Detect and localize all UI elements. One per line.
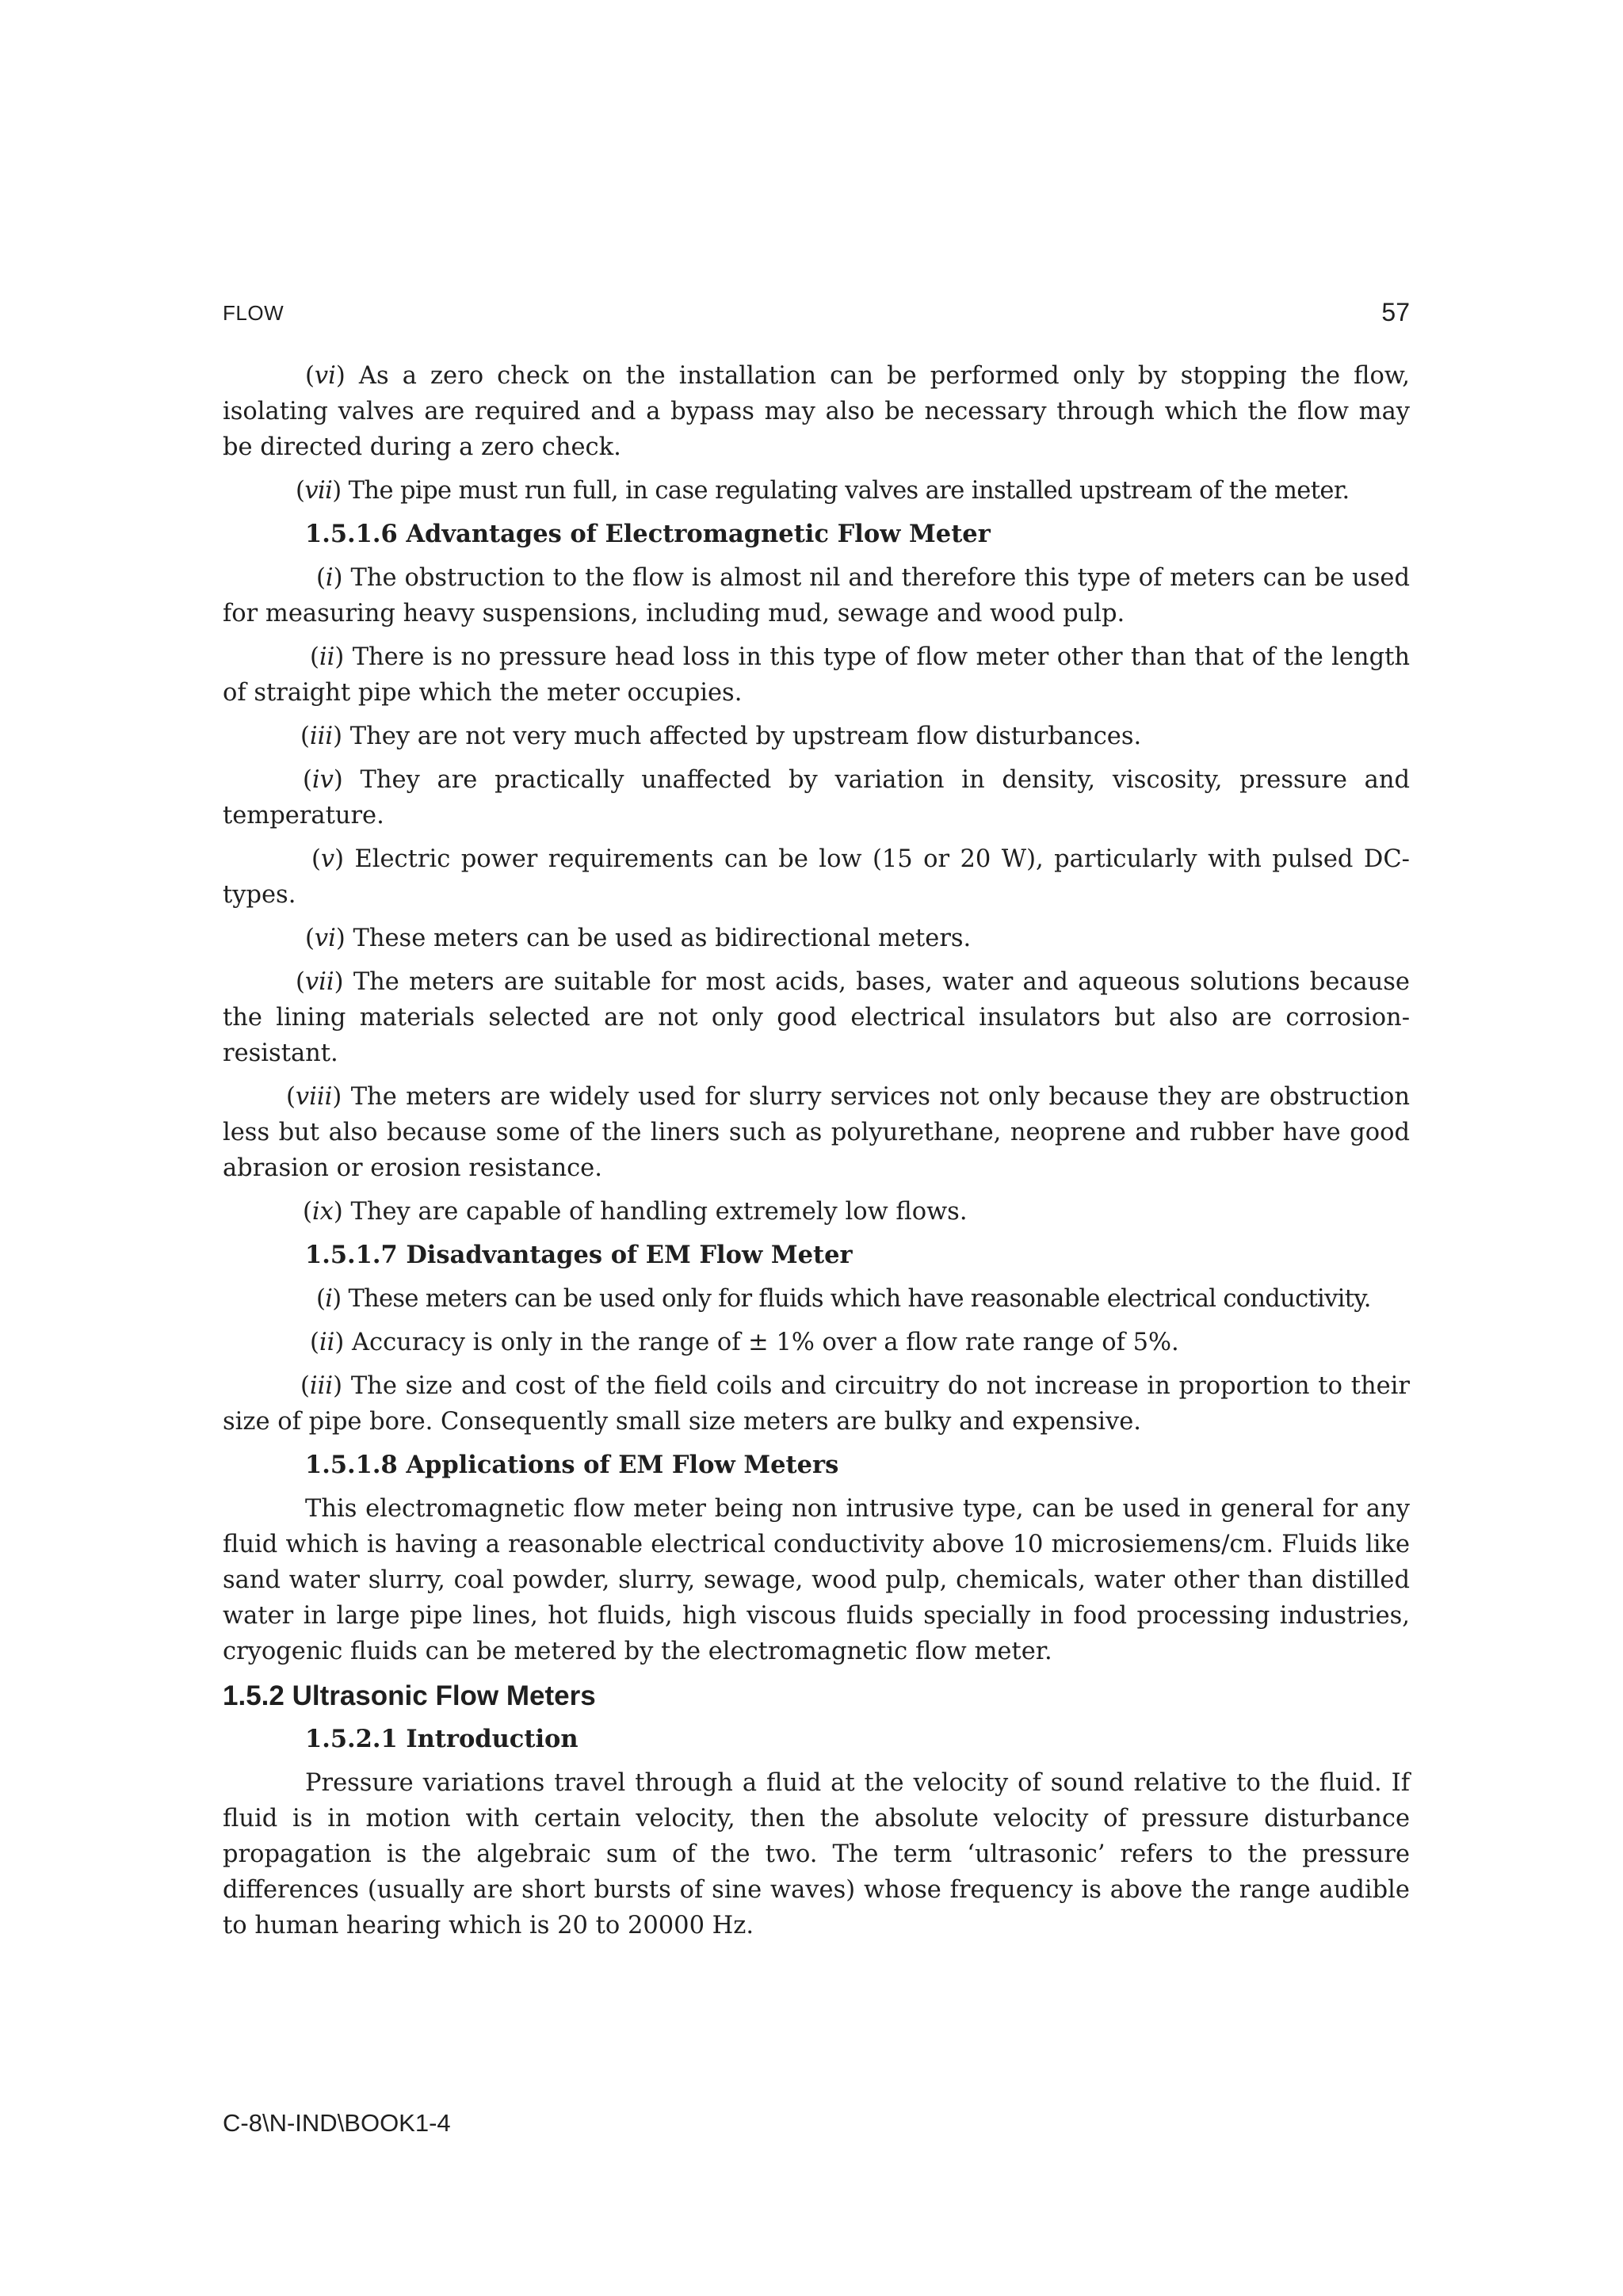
section-heading-advantages: 1.5.1.6 Advantages of Electromagnetic Flow Meter — [305, 520, 991, 548]
section-heading-disadvantages: 1.5.1.7 Disadvantages of EM Flow Meter — [305, 1241, 853, 1269]
item-number: ii — [319, 643, 335, 671]
running-head-title: FLOW — [223, 301, 285, 325]
section-heading-introduction: 1.5.2.1 Introduction — [305, 1725, 579, 1753]
list-item: (viii) The meters are widely used for slurry services not only because they are obstruction less but also because some of the liners such as polyurethane, neoprene and rubber have good abrasion or erosion resistance. — [223, 1083, 1410, 1182]
item-text: The meters are widely used for slurry services not only because they are obstruction less but also because some of the liners such as polyurethane, neoprene and rubber have good abrasion or erosion resistance. — [223, 1083, 1410, 1182]
item-text: The pipe must run full, in case regulating valves are installed upstream of the meter. — [348, 477, 1350, 505]
item-text: They are practically unaffected by variation in density, viscosity, pressure and temperature. — [223, 766, 1410, 830]
item-text: They are not very much affected by upstream flow disturbances. — [349, 723, 1142, 750]
list-item: (ii) Accuracy is only in the range of ± 1% over a flow rate range of 5%. — [310, 1329, 1179, 1356]
running-head — [223, 298, 1410, 330]
item-text: The obstruction to the flow is almost nil and therefore this type of meters can be used for measuring heavy suspensions, including mud, sewage and wood pulp. — [223, 564, 1410, 627]
item-number: i — [325, 1285, 333, 1313]
list-item: (vii) The meters are suitable for most acids, bases, water and aqueous solutions because the lining materials selected are not only good electrical insulators but also are corrosion-resistant. — [223, 968, 1410, 1067]
item-text: As a zero check on the installation can be performed only by stopping the flow, isolating valves are required and a bypass may also be necessary through which the flow may be directed during a zero check. — [223, 362, 1410, 461]
item-number: vi — [314, 362, 336, 390]
item-number: ix — [311, 1198, 334, 1226]
list-item: (ii) There is no pressure head loss in this type of flow meter other than that of the length of straight pipe which the meter occupies. — [223, 643, 1410, 707]
page-footer-code: C-8\N-IND\BOOK1-4 — [223, 2109, 451, 2137]
list-item: (vii) The pipe must run full, in case regulating valves are installed upstream of the meter. — [296, 477, 1350, 505]
list-item: (iii) The size and cost of the field coils and circuitry do not increase in proportion to their size of pipe bore. Consequently small size meters are bulky and expensive. — [223, 1372, 1410, 1436]
section-heading-ultrasonic: 1.5.2 Ultrasonic Flow Meters — [223, 1680, 596, 1711]
list-item: (iv) They are practically unaffected by variation in density, viscosity, pressure and temperature. — [223, 766, 1410, 830]
item-text: These meters can be used as bidirectional meters. — [353, 925, 972, 952]
list-item: (iii) They are not very much affected by upstream flow disturbances. — [300, 723, 1142, 750]
item-number: iv — [311, 766, 334, 794]
item-number: ii — [319, 1329, 335, 1356]
item-number: vii — [304, 968, 334, 996]
list-item: (v) Electric power requirements can be low (15 or 20 W), particularly with pulsed DC-types. — [223, 845, 1410, 909]
item-text: There is no pressure head loss in this type of flow meter other than that of the length of straight pipe which the meter occupies. — [223, 643, 1410, 707]
page-body — [223, 358, 1410, 1951]
item-number: v — [320, 845, 335, 873]
list-item: (i) The obstruction to the flow is almost nil and therefore this type of meters can be used for measuring heavy suspensions, including mud, sewage and wood pulp. — [223, 564, 1410, 627]
item-number: iii — [309, 1372, 334, 1400]
list-item: (i) These meters can be used only for fluids which have reasonable electrical conductivity. — [316, 1285, 1371, 1313]
page-number: 57 — [1381, 298, 1410, 326]
item-number: viii — [295, 1083, 333, 1111]
item-text: The size and cost of the field coils and circuitry do not increase in proportion to their size of pipe bore. Consequently small size meters are bulky and expensive. — [223, 1372, 1410, 1436]
section-heading-applications: 1.5.1.8 Applications of EM Flow Meters — [305, 1451, 839, 1479]
item-number: iii — [309, 723, 334, 750]
item-number: vii — [304, 477, 333, 505]
list-item: (vi) These meters can be used as bidirectional meters. — [305, 925, 972, 952]
item-text: Electric power requirements can be low (15 or 20 W), particularly with pulsed DC-types. — [223, 845, 1410, 909]
introduction-paragraph: Pressure variations travel through a fluid at the velocity of sound relative to the fluid. If fluid is in motion with certain velocity, then the absolute velocity of pressure disturbance propagation is the algebraic sum of the two. The term ‘ultrasonic’ refers to the pressure differences (usually are short bursts of sine waves) whose frequency is above the range audible to human hearing which is 20 to 20000 Hz. — [223, 1769, 1410, 1939]
list-item: (vi) As a zero check on the installation can be performed only by stopping the flow, isolating valves are required and a bypass may also be necessary through which the flow may be directed during a zero check. — [223, 362, 1410, 461]
list-item: (ix) They are capable of handling extremely low flows. — [303, 1198, 968, 1226]
item-text: Accuracy is only in the range of ± 1% over a flow rate range of 5%. — [352, 1329, 1179, 1356]
item-number: i — [325, 564, 334, 592]
item-number: vi — [314, 925, 336, 952]
item-text: The meters are suitable for most acids, bases, water and aqueous solutions because the lining materials selected are not only good electrical insulators but also are corrosion-resistant. — [223, 968, 1410, 1067]
item-text: These meters can be used only for fluids which have reasonable electrical conductivity. — [348, 1285, 1371, 1313]
item-text: They are capable of handling extremely low flows. — [350, 1198, 968, 1226]
applications-paragraph: This electromagnetic flow meter being non intrusive type, can be used in general for any fluid which is having a reasonable electrical conductivity above 10 microsiemens/cm. Fluids like sand water slurry, coal powder, slurry, sewage, wood pulp, chemicals, water other than distilled water in large pipe lines, hot fluids, high viscous fluids specially in food processing industries, cryogenic fluids can be metered by the electromagnetic flow meter. — [223, 1495, 1410, 1665]
